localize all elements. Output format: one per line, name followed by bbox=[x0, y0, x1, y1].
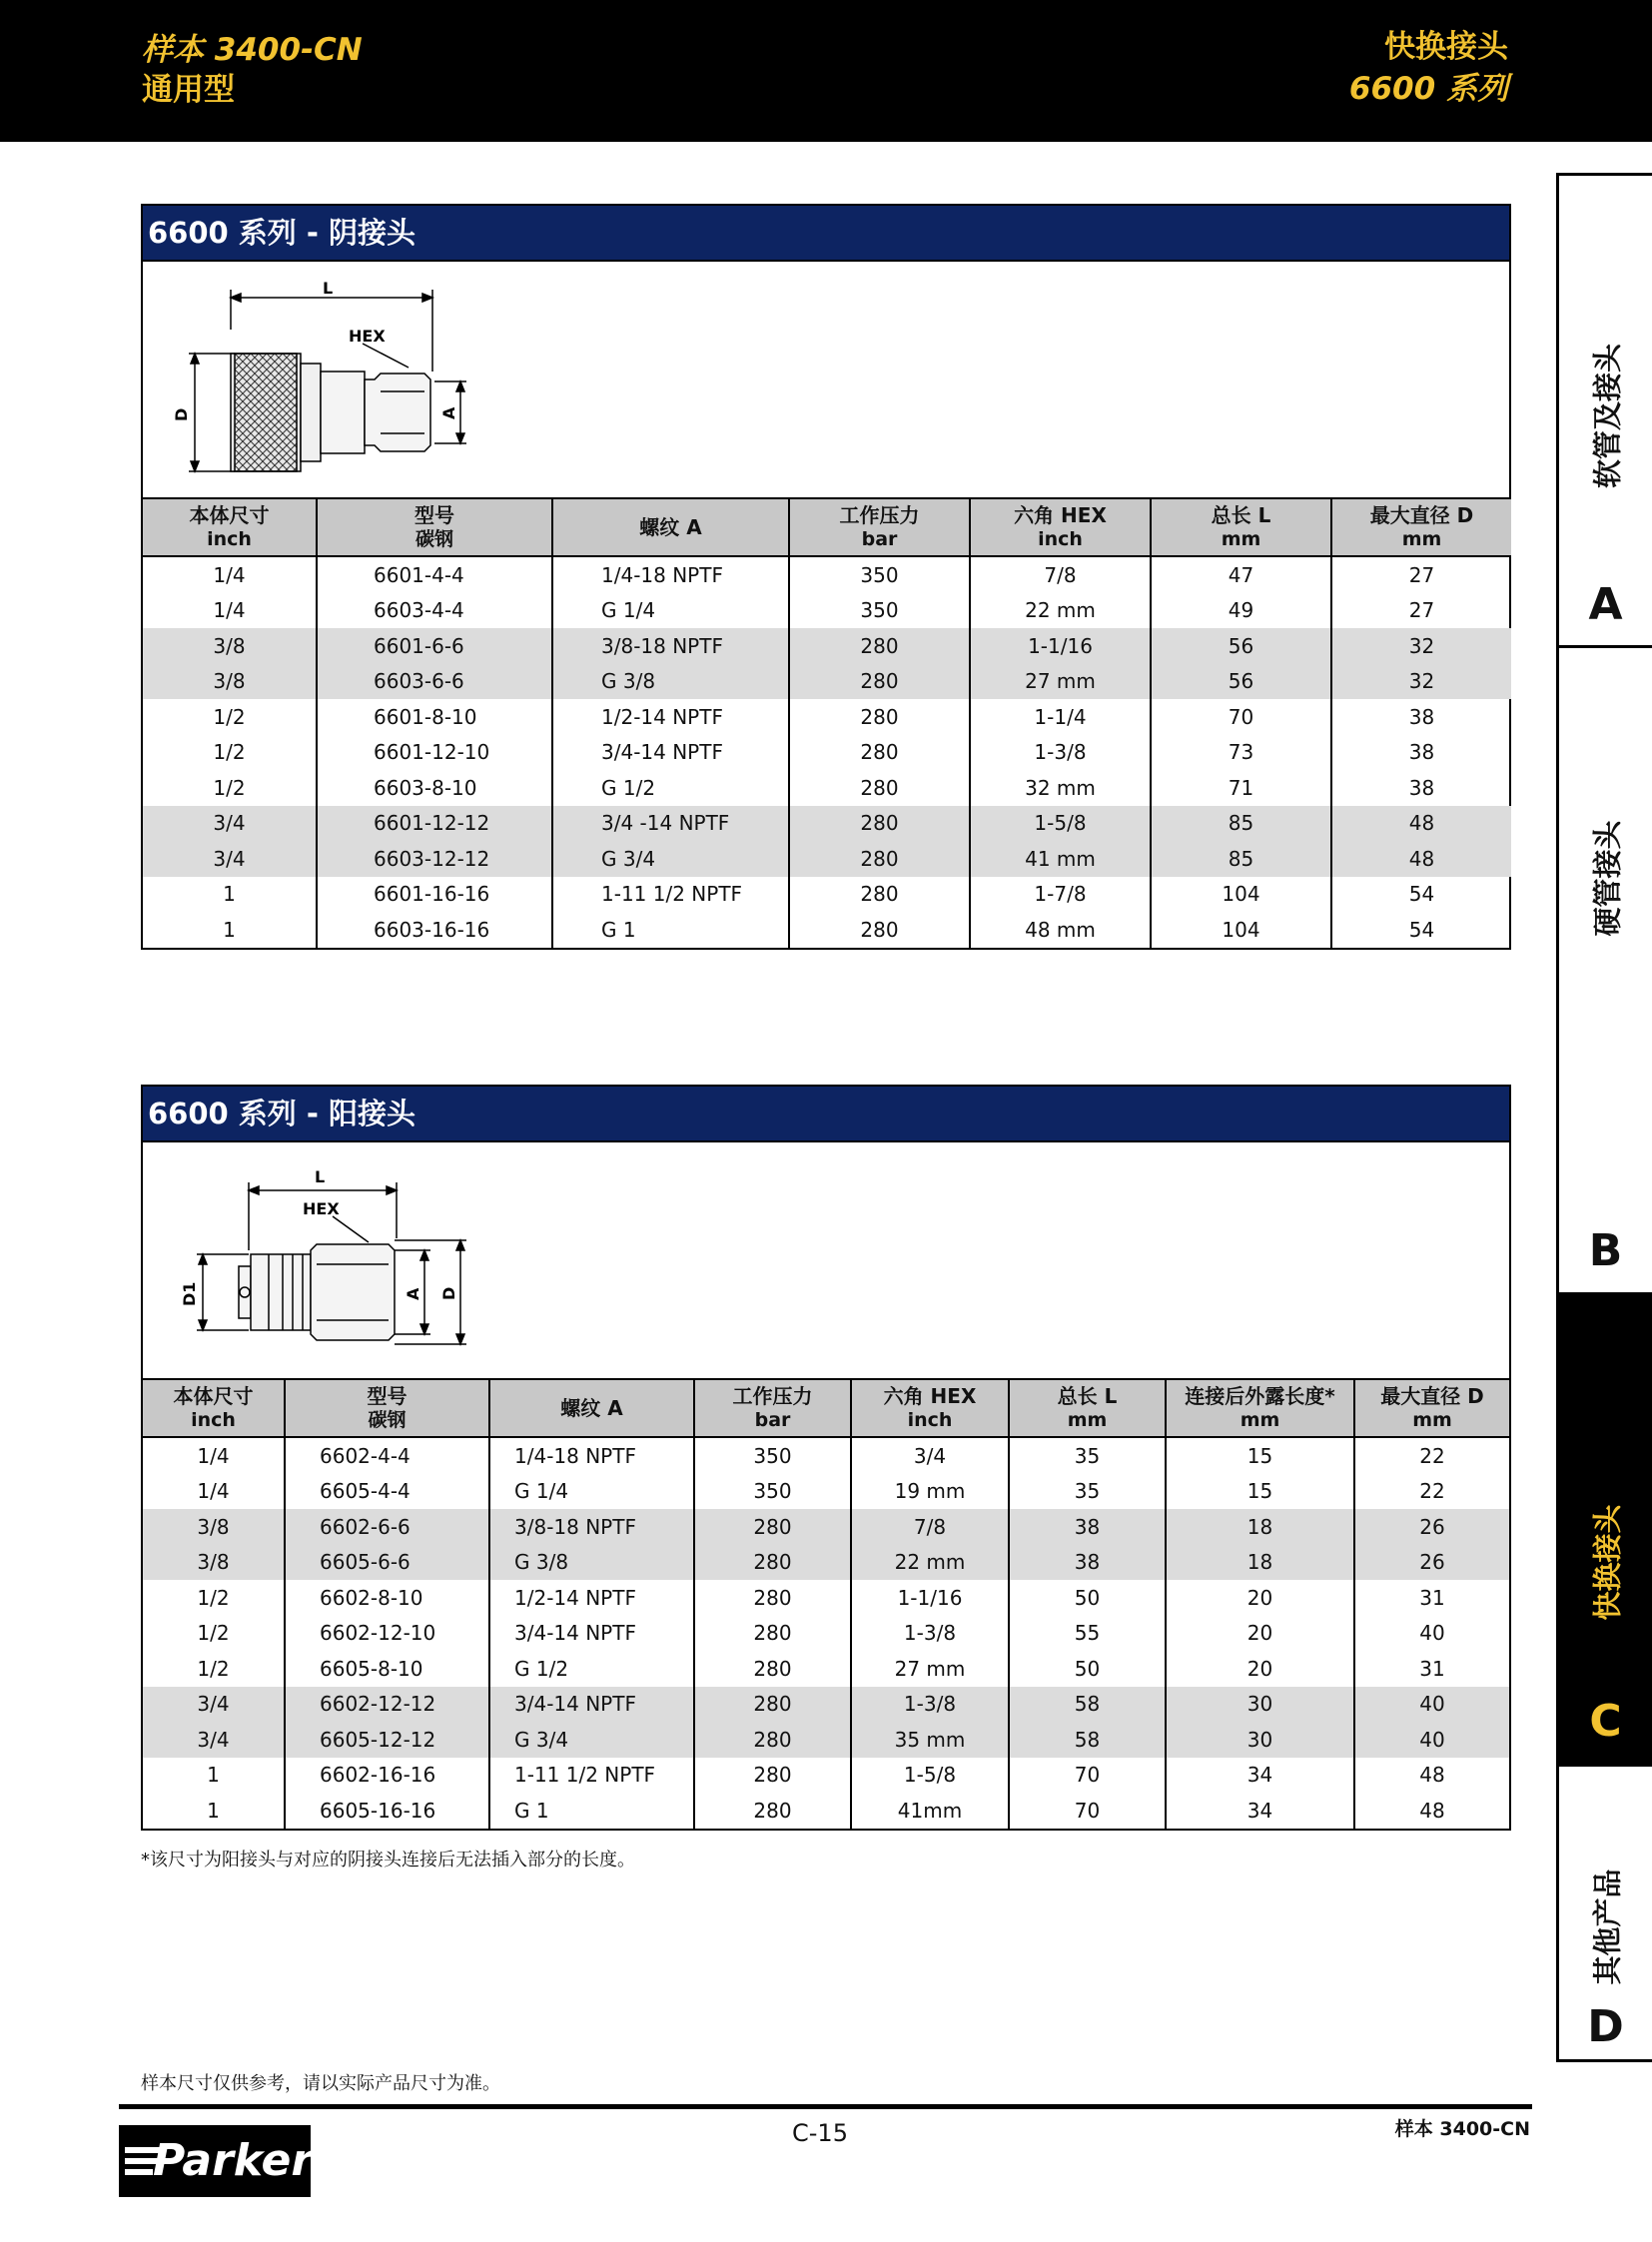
column-header-label: 型号 bbox=[367, 1384, 408, 1408]
table-cell: 38 bbox=[1009, 1545, 1166, 1581]
table-cell: G 1/4 bbox=[489, 1474, 694, 1510]
table-cell: 41mm bbox=[851, 1793, 1009, 1829]
dim-label-D: D bbox=[439, 1286, 458, 1300]
table-cell: 1/2-14 NPTF bbox=[489, 1580, 694, 1616]
table-cell: 22 bbox=[1354, 1474, 1509, 1510]
table-cell: 280 bbox=[694, 1509, 851, 1545]
table-cell: 280 bbox=[789, 699, 970, 735]
table-cell: 3/8-18 NPTF bbox=[489, 1509, 694, 1545]
table-cell: 85 bbox=[1151, 841, 1331, 877]
table-cell: 6601-12-12 bbox=[317, 806, 552, 842]
table-cell: 1-11 1/2 NPTF bbox=[552, 877, 789, 913]
column-header-label: 总长 L bbox=[1211, 503, 1271, 527]
table-cell: 15 bbox=[1166, 1474, 1354, 1510]
table-cell: 3/8 bbox=[143, 628, 317, 664]
table-cell: 3/8 bbox=[143, 1509, 285, 1545]
table-cell: 6605-4-4 bbox=[285, 1474, 489, 1510]
table-cell: G 1 bbox=[552, 912, 789, 948]
column-header-label: 螺纹 A bbox=[560, 1396, 623, 1420]
table-cell: G 3/8 bbox=[489, 1545, 694, 1581]
column-header bbox=[489, 1380, 694, 1437]
table-cell: 6603-8-10 bbox=[317, 770, 552, 806]
table-row bbox=[143, 1651, 1509, 1687]
table-cell: 1-1/4 bbox=[970, 699, 1151, 735]
table-cell: 1 bbox=[207, 1798, 220, 1823]
table-cell: 6601-16-16 bbox=[317, 877, 552, 913]
table-cell: 38 bbox=[1331, 770, 1511, 806]
male-nipple-section bbox=[141, 1085, 1511, 1831]
table-cell: 280 bbox=[789, 806, 970, 842]
table-row bbox=[143, 1722, 1509, 1758]
table-cell: 50 bbox=[1009, 1580, 1166, 1616]
table-cell: 6602-4-4 bbox=[285, 1437, 489, 1474]
column-header-label: 总长 L bbox=[1057, 1384, 1118, 1408]
table-cell: 6603-16-16 bbox=[317, 912, 552, 948]
table-cell: 30 bbox=[1166, 1687, 1354, 1723]
table-row bbox=[143, 1793, 1509, 1829]
table-row bbox=[143, 1545, 1509, 1581]
column-header-label: 本体尺寸 bbox=[173, 1384, 254, 1408]
table-cell: 280 bbox=[789, 628, 970, 664]
table-cell: 19 mm bbox=[851, 1474, 1009, 1510]
dim-label-L: L bbox=[323, 279, 334, 298]
column-header bbox=[1166, 1380, 1354, 1437]
column-header-label: 连接后外露长度* bbox=[1185, 1384, 1335, 1408]
table-cell: 6603-12-12 bbox=[317, 841, 552, 877]
table-cell: 6602-12-12 bbox=[285, 1687, 489, 1723]
table-row bbox=[143, 699, 1511, 735]
column-header bbox=[1331, 499, 1511, 556]
parker-logo bbox=[119, 2125, 314, 2197]
table-row bbox=[143, 770, 1511, 806]
table-cell: 70 bbox=[1009, 1758, 1166, 1794]
table-row bbox=[143, 664, 1511, 700]
table-cell: 34 bbox=[1166, 1793, 1354, 1829]
table-cell: 1-7/8 bbox=[970, 877, 1151, 913]
tab-b-label: 硬管接头 bbox=[1590, 820, 1624, 937]
table-row bbox=[143, 1758, 1509, 1794]
tab-a[interactable] bbox=[1559, 176, 1652, 645]
table-cell: 85 bbox=[1151, 806, 1331, 842]
table-cell: 58 bbox=[1009, 1722, 1166, 1758]
table-row bbox=[143, 556, 1511, 593]
table-cell: 280 bbox=[694, 1651, 851, 1687]
column-header bbox=[851, 1380, 1009, 1437]
page-number: C-15 bbox=[792, 2119, 848, 2147]
column-header bbox=[317, 499, 552, 556]
parker-logo-text: Parker bbox=[152, 2135, 314, 2186]
table-cell: 1/2 bbox=[197, 1585, 230, 1610]
table-cell: 27 mm bbox=[851, 1651, 1009, 1687]
table-cell: 3/4 -14 NPTF bbox=[552, 806, 789, 842]
column-header-label: 最大直径 D bbox=[1369, 503, 1474, 527]
table-cell: 3/4-14 NPTF bbox=[489, 1687, 694, 1723]
female-coupler-table bbox=[143, 499, 1511, 948]
table-cell: 1-11 1/2 NPTF bbox=[489, 1758, 694, 1794]
table-cell: G 3/4 bbox=[552, 841, 789, 877]
table-cell: 6601-12-10 bbox=[317, 735, 552, 771]
table-cell: 280 bbox=[789, 841, 970, 877]
table-cell: 48 mm bbox=[970, 912, 1151, 948]
table-cell: 280 bbox=[694, 1722, 851, 1758]
table-row bbox=[143, 1616, 1509, 1652]
table-cell: G 3/8 bbox=[552, 664, 789, 700]
table-cell: 32 mm bbox=[970, 770, 1151, 806]
column-header-label: 六角 HEX bbox=[1014, 503, 1107, 527]
column-header bbox=[789, 499, 970, 556]
table-cell: 6605-16-16 bbox=[285, 1793, 489, 1829]
table-cell: 35 bbox=[1009, 1437, 1166, 1474]
column-header-unit: inch bbox=[191, 1409, 236, 1431]
table-row bbox=[143, 877, 1511, 913]
tab-c-letter: C bbox=[1589, 1696, 1622, 1747]
table-cell: 20 bbox=[1166, 1616, 1354, 1652]
column-header-unit: mm bbox=[1401, 528, 1442, 550]
column-header-unit: inch bbox=[207, 528, 252, 550]
footnote: *该尺寸为阳接头与对应的阴接头连接后无法插入部分的长度。 bbox=[141, 1850, 635, 1870]
table-cell: 22 mm bbox=[851, 1545, 1009, 1581]
tab-c-label: 快换接头 bbox=[1590, 1504, 1624, 1621]
table-cell: 1-1/16 bbox=[970, 628, 1151, 664]
table-row bbox=[143, 806, 1511, 842]
column-header-label: 螺纹 A bbox=[639, 515, 702, 539]
column-header bbox=[552, 499, 789, 556]
male-nipple-diagram bbox=[143, 1142, 1509, 1380]
column-header-label: 本体尺寸 bbox=[189, 503, 270, 527]
table-cell: G 1 bbox=[489, 1793, 694, 1829]
table-cell: 7/8 bbox=[970, 556, 1151, 593]
table-cell: 3/4 bbox=[143, 806, 317, 842]
table-cell: 48 bbox=[1331, 806, 1511, 842]
table-cell: 48 bbox=[1354, 1793, 1509, 1829]
table-cell: 26 bbox=[1354, 1545, 1509, 1581]
table-row bbox=[143, 1687, 1509, 1723]
table-cell: G 1/4 bbox=[552, 593, 789, 629]
table-cell: 18 bbox=[1166, 1509, 1354, 1545]
table-row bbox=[143, 841, 1511, 877]
table-cell: 26 bbox=[1354, 1509, 1509, 1545]
column-header-unit: mm bbox=[1239, 1409, 1280, 1431]
table-cell: 1/2 bbox=[213, 740, 246, 765]
table-cell: 6603-4-4 bbox=[317, 593, 552, 629]
column-header-unit: mm bbox=[1221, 528, 1261, 550]
table-cell: 3/8 bbox=[143, 1545, 285, 1581]
table-cell: 1 bbox=[223, 917, 236, 942]
table-cell: 50 bbox=[1009, 1651, 1166, 1687]
column-header-unit: 碳钢 bbox=[414, 528, 453, 550]
table-cell: 350 bbox=[694, 1437, 851, 1474]
table-cell: 280 bbox=[789, 770, 970, 806]
table-cell: 6601-6-6 bbox=[317, 628, 552, 664]
dim-label-HEX: HEX bbox=[303, 1199, 340, 1218]
disclaimer: 样本尺寸仅供参考，请以实际产品尺寸为准。 bbox=[141, 2073, 500, 2094]
table-cell: 6605-8-10 bbox=[285, 1651, 489, 1687]
table-cell: 6605-6-6 bbox=[285, 1545, 489, 1581]
table-cell: 3/4 bbox=[851, 1437, 1009, 1474]
table-cell: 3/8-18 NPTF bbox=[552, 628, 789, 664]
table-cell: 3/4 bbox=[143, 841, 317, 877]
table-cell: 31 bbox=[1354, 1580, 1509, 1616]
male-nipple-table bbox=[143, 1380, 1509, 1829]
column-header bbox=[1009, 1380, 1166, 1437]
column-header bbox=[694, 1380, 851, 1437]
table-cell: 1/4 bbox=[213, 598, 246, 623]
column-header bbox=[970, 499, 1151, 556]
table-cell: 6601-8-10 bbox=[317, 699, 552, 735]
tab-b[interactable] bbox=[1559, 648, 1652, 1292]
table-cell: 38 bbox=[1331, 735, 1511, 771]
table-cell: 6602-6-6 bbox=[285, 1509, 489, 1545]
table-row bbox=[143, 735, 1511, 771]
table-cell: G 1/2 bbox=[552, 770, 789, 806]
column-header-unit: mm bbox=[1067, 1409, 1108, 1431]
table-cell: 1/2 bbox=[197, 1621, 230, 1646]
table-cell: 40 bbox=[1354, 1687, 1509, 1723]
table-cell: G 3/4 bbox=[489, 1722, 694, 1758]
column-header-label: 工作压力 bbox=[839, 503, 920, 527]
column-header-unit: 碳钢 bbox=[368, 1409, 407, 1431]
header-left bbox=[142, 30, 363, 110]
table-cell: 34 bbox=[1166, 1758, 1354, 1794]
column-header-label: 工作压力 bbox=[732, 1384, 813, 1408]
footer-catalog: 样本 3400-CN bbox=[1394, 2118, 1530, 2140]
category-title: 快换接头 bbox=[1384, 29, 1508, 65]
column-header-unit: bar bbox=[754, 1409, 791, 1431]
table-cell: 1/4 bbox=[197, 1479, 230, 1504]
table-cell: 280 bbox=[789, 877, 970, 913]
table-cell: 35 mm bbox=[851, 1722, 1009, 1758]
table-cell: 55 bbox=[1009, 1616, 1166, 1652]
table-cell: 30 bbox=[1166, 1722, 1354, 1758]
table-cell: 47 bbox=[1151, 556, 1331, 593]
table-cell: 41 mm bbox=[970, 841, 1151, 877]
table-cell: 35 bbox=[1009, 1474, 1166, 1510]
table-cell: 280 bbox=[694, 1580, 851, 1616]
column-header-unit: inch bbox=[907, 1409, 953, 1431]
table-cell: 1/4 bbox=[213, 562, 246, 587]
dim-label-A: A bbox=[404, 1287, 422, 1300]
table-cell: G 1/2 bbox=[489, 1651, 694, 1687]
table-cell: 1/2-14 NPTF bbox=[552, 699, 789, 735]
column-header-unit: bar bbox=[861, 528, 898, 550]
table-cell: 56 bbox=[1151, 664, 1331, 700]
table-cell: 1/4 bbox=[197, 1443, 230, 1468]
dim-label-HEX: HEX bbox=[349, 327, 386, 346]
table-cell: 6603-6-6 bbox=[317, 664, 552, 700]
column-header-unit: mm bbox=[1412, 1409, 1452, 1431]
table-cell: 40 bbox=[1354, 1616, 1509, 1652]
section-title: 6600 系列 - 阴接头 bbox=[143, 206, 1509, 262]
table-cell: 32 bbox=[1331, 628, 1511, 664]
tab-d[interactable] bbox=[1559, 1767, 1652, 2062]
table-cell: 73 bbox=[1151, 735, 1331, 771]
table-cell: 280 bbox=[694, 1793, 851, 1829]
tab-a-label: 软管及接头 bbox=[1590, 343, 1624, 489]
column-header-unit: inch bbox=[1038, 528, 1083, 550]
table-cell: 104 bbox=[1151, 877, 1331, 913]
table-cell: 56 bbox=[1151, 628, 1331, 664]
tab-b-letter: B bbox=[1588, 1225, 1623, 1276]
table-cell: 3/4 bbox=[143, 1722, 285, 1758]
table-row bbox=[143, 1474, 1509, 1510]
catalog-title: 样本 3400-CN bbox=[142, 32, 363, 68]
table-cell: 104 bbox=[1151, 912, 1331, 948]
column-header bbox=[143, 1380, 285, 1437]
header-right bbox=[1349, 26, 1508, 110]
table-cell: 1 bbox=[223, 882, 236, 907]
column-header bbox=[285, 1380, 489, 1437]
dim-label-L: L bbox=[315, 1167, 326, 1186]
table-cell: 54 bbox=[1331, 877, 1511, 913]
male-nipple-drawing bbox=[143, 1142, 1509, 1378]
table-cell: 40 bbox=[1354, 1722, 1509, 1758]
table-cell: 280 bbox=[694, 1687, 851, 1723]
series-title: 6600 系列 bbox=[1348, 71, 1508, 107]
female-coupler-section bbox=[141, 204, 1511, 950]
table-cell: 1-3/8 bbox=[970, 735, 1151, 771]
table-cell: 350 bbox=[694, 1474, 851, 1510]
tab-d-letter: D bbox=[1587, 2001, 1624, 2052]
table-cell: 1 bbox=[207, 1763, 220, 1788]
female-coupler-diagram bbox=[143, 262, 1509, 499]
table-cell: 1/2 bbox=[213, 704, 246, 729]
table-cell: 27 bbox=[1331, 556, 1511, 593]
table-cell: 20 bbox=[1166, 1580, 1354, 1616]
table-cell: 27 mm bbox=[970, 664, 1151, 700]
dim-label-A: A bbox=[439, 406, 458, 419]
table-row bbox=[143, 1437, 1509, 1474]
table-cell: 22 bbox=[1354, 1437, 1509, 1474]
column-header-label: 最大直径 D bbox=[1380, 1384, 1484, 1408]
table-cell: 70 bbox=[1151, 699, 1331, 735]
table-cell: 1-5/8 bbox=[970, 806, 1151, 842]
column-header-label: 型号 bbox=[414, 503, 454, 527]
table-cell: 1/4-18 NPTF bbox=[552, 556, 789, 593]
catalog-subtitle: 通用型 bbox=[142, 72, 235, 108]
tab-d-label: 其他产品 bbox=[1590, 1868, 1624, 1985]
table-cell: 350 bbox=[789, 593, 970, 629]
table-cell: 49 bbox=[1151, 593, 1331, 629]
table-cell: 6602-12-10 bbox=[285, 1616, 489, 1652]
column-header-label: 六角 HEX bbox=[883, 1384, 977, 1408]
dim-label-D: D bbox=[172, 407, 191, 421]
table-cell: 1-5/8 bbox=[851, 1758, 1009, 1794]
table-cell: 280 bbox=[694, 1545, 851, 1581]
table-cell: 27 bbox=[1331, 593, 1511, 629]
table-row bbox=[143, 593, 1511, 629]
table-cell: 15 bbox=[1166, 1437, 1354, 1474]
table-cell: 71 bbox=[1151, 770, 1331, 806]
table-cell: 7/8 bbox=[851, 1509, 1009, 1545]
table-cell: 6602-16-16 bbox=[285, 1758, 489, 1794]
table-cell: 280 bbox=[789, 664, 970, 700]
table-cell: 54 bbox=[1331, 912, 1511, 948]
table-cell: 38 bbox=[1009, 1509, 1166, 1545]
table-cell: 1-3/8 bbox=[851, 1616, 1009, 1652]
table-cell: 48 bbox=[1331, 841, 1511, 877]
column-header bbox=[143, 499, 317, 556]
table-row bbox=[143, 628, 1511, 664]
table-cell: 350 bbox=[789, 556, 970, 593]
table-cell: 280 bbox=[694, 1758, 851, 1794]
female-coupler-drawing bbox=[143, 262, 1509, 497]
section-title: 6600 系列 - 阳接头 bbox=[143, 1087, 1509, 1142]
table-cell: 32 bbox=[1331, 664, 1511, 700]
table-cell: 6601-4-4 bbox=[317, 556, 552, 593]
table-cell: 3/4-14 NPTF bbox=[552, 735, 789, 771]
page-header bbox=[0, 0, 1652, 142]
table-cell: 280 bbox=[694, 1616, 851, 1652]
tab-a-letter: A bbox=[1588, 579, 1623, 630]
table-cell: 58 bbox=[1009, 1687, 1166, 1723]
table-cell: 280 bbox=[789, 735, 970, 771]
table-cell: 70 bbox=[1009, 1793, 1166, 1829]
table-cell: 1-3/8 bbox=[851, 1687, 1009, 1723]
table-cell: 48 bbox=[1354, 1758, 1509, 1794]
table-cell: 1-1/16 bbox=[851, 1580, 1009, 1616]
table-cell: 1/4-18 NPTF bbox=[489, 1437, 694, 1474]
footer-rule bbox=[119, 2104, 1532, 2109]
table-cell: 1/2 bbox=[213, 775, 246, 800]
column-header bbox=[1354, 1380, 1509, 1437]
table-cell: 280 bbox=[789, 912, 970, 948]
table-row bbox=[143, 912, 1511, 948]
section-tabs bbox=[1556, 173, 1652, 2062]
table-cell: 6602-8-10 bbox=[285, 1580, 489, 1616]
table-cell: 31 bbox=[1354, 1651, 1509, 1687]
table-cell: 38 bbox=[1331, 699, 1511, 735]
table-cell: 1/2 bbox=[197, 1656, 230, 1681]
dim-label-D1: D1 bbox=[180, 1281, 199, 1306]
table-cell: 18 bbox=[1166, 1545, 1354, 1581]
table-cell: 20 bbox=[1166, 1651, 1354, 1687]
table-cell: 3/4 bbox=[143, 1687, 285, 1723]
table-cell: 6605-12-12 bbox=[285, 1722, 489, 1758]
table-cell: 22 mm bbox=[970, 593, 1151, 629]
table-row bbox=[143, 1580, 1509, 1616]
column-header bbox=[1151, 499, 1331, 556]
table-cell: 3/8 bbox=[143, 664, 317, 700]
tab-c[interactable] bbox=[1559, 1292, 1652, 1767]
table-cell: 3/4-14 NPTF bbox=[489, 1616, 694, 1652]
table-row bbox=[143, 1509, 1509, 1545]
